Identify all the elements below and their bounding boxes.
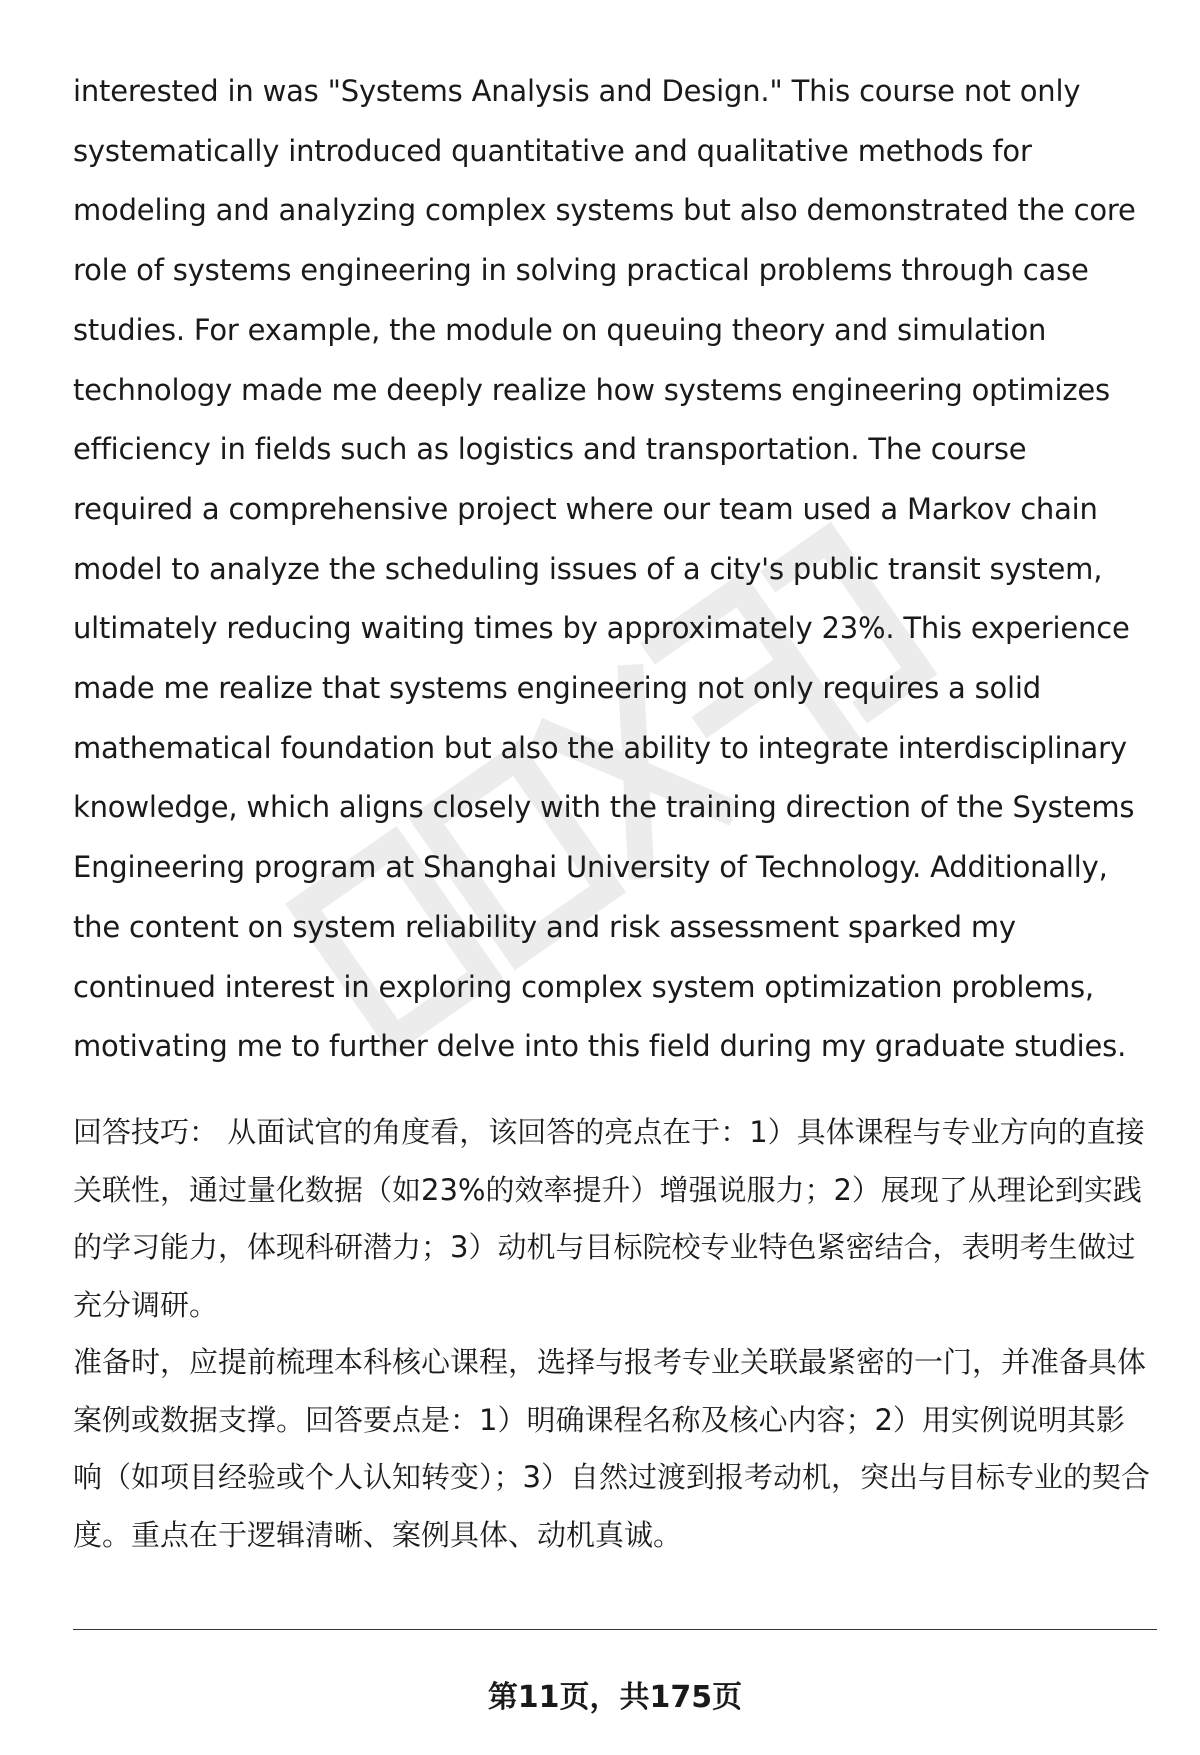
tips-paragraph-analysis: 回答技巧： 从面试官的角度看，该回答的亮点在于：1）具体课程与专业方向的直接关联性，通过量化数据（如23%的效率提升）增强说服力；2）展现了从理论到实践的学习能力，体现科研潜力；3）动机与目标院校专业特色紧密结合，表明考生做过充分调研。 — [73, 1115, 1145, 1322]
page-number: 第11页，共175页 — [487, 1680, 743, 1715]
footer-divider — [73, 1629, 1157, 1630]
answer-tips-section — [73, 1104, 1153, 1564]
tips-paragraph-preparation: 准备时，应提前梳理本科核心课程，选择与报考专业关联最紧密的一门，并准备具体案例或数据支撑。回答要点是：1）明确课程名称及核心内容；2）用实例说明其影响（如项目经验或个人认知转变）；3）自然过渡到报考动机，突出与目标专业的契合度。重点在于逻辑清晰、案例具体、动机真诚。 — [73, 1345, 1150, 1552]
body-paragraph: interested in was "Systems Analysis and Design." This course not only systematically introduced quantitative and qualitative methods for modeling and analyzing complex systems but also demonstrated the core role of systems engineering in solving practical problems through case studies. For example, the module on queuing theory and simulation technology made me deeply realize how systems engineering optimizes efficiency in fields such as logistics and transportation. The course required a comprehensive project where our team used a Markov chain model to analyze the scheduling issues of a city's public transit system, ultimately reducing waiting times by approximately 23%. This experience made me realize that systems engineering not only requires a solid mathematical foundation but also the ability to integrate interdisciplinary knowledge, which aligns closely with the training direction of the Systems Engineering program at Shanghai University of Technology. Additionally, the content on system reliability and risk assessment sparked my continued interest in exploring complex system optimization problems, motivating me to further delve into this field during my graduate studies. — [73, 74, 1136, 1064]
